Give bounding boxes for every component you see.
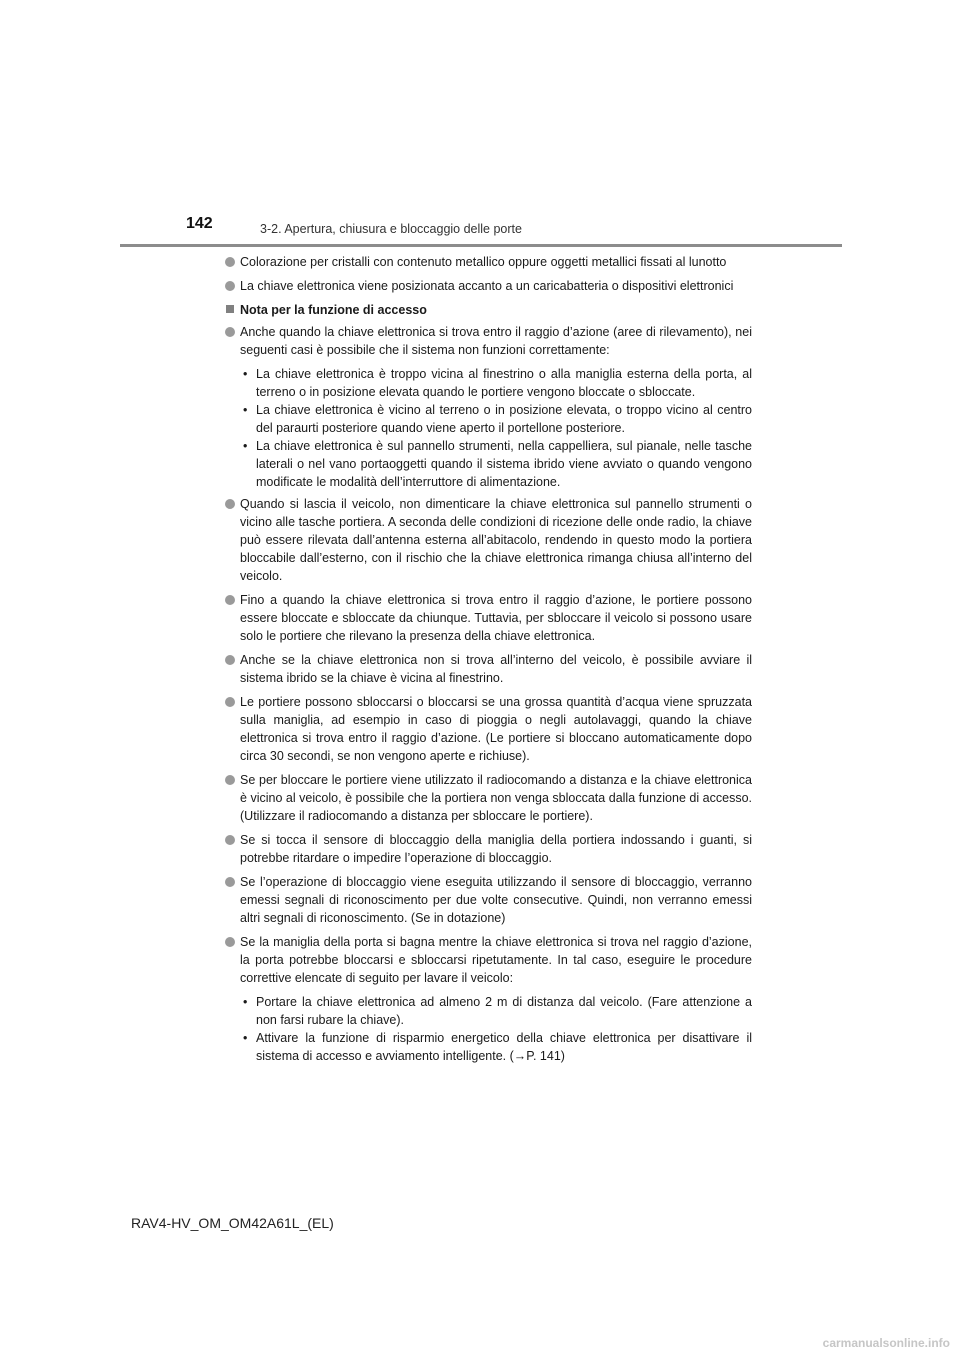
square-bullet-icon xyxy=(226,305,234,313)
small-bullet-icon: • xyxy=(243,403,248,417)
sub-list-item: • La chiave elettronica è sul pannello strumenti, nella cappelliera, sul pianale, nelle tasche laterali o nel vano portaoggetti quando il sistema ibrido viene avviato o quando vengono modificate le modalità dell’interruttore di alimentazione. xyxy=(243,439,752,489)
document-code-footer: RAV4-HV_OM_OM42A61L_(EL) xyxy=(131,1215,334,1231)
list-item: Se si tocca il sensore di bloccaggio della maniglia della portiera indossando i guanti, si potrebbe ritardare o impedire l’operazione di bloccaggio. xyxy=(224,831,752,867)
small-bullet-icon: • xyxy=(243,1031,248,1045)
bullet-dot-icon xyxy=(225,877,235,887)
sub-list-item: • La chiave elettronica è vicino al terreno o in posizione elevata, o troppo vicino al centro del paraurti posteriore quando viene aperto il portellone posteriore. xyxy=(243,403,752,435)
bullet-dot-icon xyxy=(225,499,235,509)
list-item: Quando si lascia il veicolo, non dimenticare la chiave elettronica sul pannello strumenti o vicino alle tasche portiera. A seconda delle condizioni di ricezione delle onde radio, la chiave può essere rilevata dall’antenna esterna all’abitacolo, rendendo in questo modo la portiera bloccabile dall’esterno, con il rischio che la chiave elettronica rimanga chiusa all’interno del veicolo. xyxy=(224,495,752,585)
list-item: Fino a quando la chiave elettronica si trova entro il raggio d’azione, le portiere possono essere bloccate e sbloccate da chiunque. Tuttavia, per sbloccare il veicolo si possono usare solo le portiere che rilevano la presenza della chiave elettronica. xyxy=(224,591,752,645)
bullet-dot-icon xyxy=(225,595,235,605)
small-bullet-icon: • xyxy=(243,995,248,1009)
watermark: carmanualsonline.info xyxy=(822,1336,950,1350)
sub-list-item: • Attivare la funzione di risparmio energetico della chiave elettronica per disattivare il sistema di accesso e avviamento intelligente. (→P. 141) xyxy=(243,1031,752,1063)
subsection-heading: Nota per la funzione di accesso xyxy=(224,301,752,319)
list-item: La chiave elettronica viene posizionata accanto a un caricabatteria o dispositivi elettronici xyxy=(224,277,752,295)
bullet-dot-icon xyxy=(225,937,235,947)
bullet-dot-icon xyxy=(225,697,235,707)
list-item: Se per bloccare le portiere viene utilizzato il radiocomando a distanza e la chiave elettronica è vicino al veicolo, è possibile che la portiera non venga sbloccata dalla funzione di accesso. (Utilizzare il radiocomando a distanza per sbloccare le portiere). xyxy=(224,771,752,825)
list-item: Se la maniglia della porta si bagna mentre la chiave elettronica si trova nel raggio d’azione, la porta potrebbe bloccarsi e sbloccarsi ripetutamente. In tal caso, eseguire le procedure correttive elencate di seguito per lavare il veicolo: xyxy=(224,933,752,987)
small-bullet-icon: • xyxy=(243,367,248,381)
bullet-dot-icon xyxy=(225,835,235,845)
sub-list-item: • La chiave elettronica è troppo vicina al finestrino o alla maniglia esterna della porta, al terreno o in posizione elevata quando le portiere vengono bloccate o sbloccate. xyxy=(243,367,752,399)
page-number: 142 xyxy=(186,215,213,232)
bullet-dot-icon xyxy=(225,775,235,785)
header-rule xyxy=(120,244,842,247)
list-item: Se l’operazione di bloccaggio viene eseguita utilizzando il sensore di bloccaggio, verranno emessi segnali di riconoscimento per due volte consecutive. Quindi, non verranno emessi altri segnali di riconoscimento. (Se in dotazione) xyxy=(224,873,752,927)
bullet-dot-icon xyxy=(225,655,235,665)
section-title: 3-2. Apertura, chiusura e bloccaggio delle porte xyxy=(260,222,522,236)
small-bullet-icon: • xyxy=(243,439,248,453)
list-item: Colorazione per cristalli con contenuto metallico oppure oggetti metallici fissati al lunotto xyxy=(224,253,752,271)
list-item: Le portiere possono sbloccarsi o bloccarsi se una grossa quantità d’acqua viene spruzzata sulla maniglia, ad esempio in caso di pioggia o negli autolavaggi, quando la chiave elettronica si trova entro il raggio d’azione. (Le portiere si bloccano automaticamente dopo circa 30 secondi, se non vengono aperte e richiuse). xyxy=(224,693,752,765)
list-item: Anche se la chiave elettronica non si trova all’interno del veicolo, è possibile avviare il sistema ibrido se la chiave è vicina al finestrino. xyxy=(224,651,752,687)
bullet-dot-icon xyxy=(225,327,235,337)
page-content xyxy=(224,253,752,1069)
sub-list xyxy=(240,365,752,491)
sub-list xyxy=(240,993,752,1065)
bullet-dot-icon xyxy=(225,257,235,267)
bullet-dot-icon xyxy=(225,281,235,291)
sub-list-item: • Portare la chiave elettronica ad almeno 2 m di distanza dal veicolo. (Fare attenzione a non farsi rubare la chiave). xyxy=(243,995,752,1027)
list-item: Anche quando la chiave elettronica si trova entro il raggio d’azione (aree di rilevamento), nei seguenti casi è possibile che il sistema non funzioni correttamente: xyxy=(224,323,752,359)
